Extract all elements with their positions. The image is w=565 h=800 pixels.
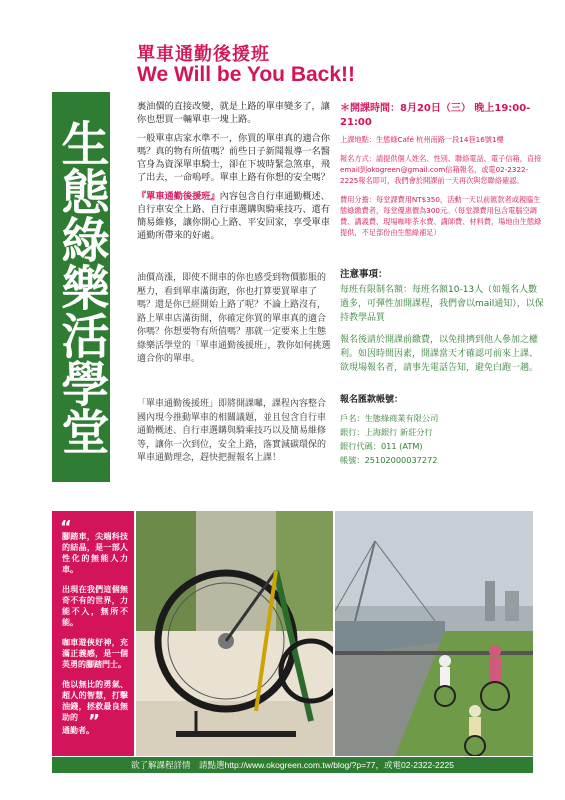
course-name-highlight: 『單車通勤後援班』 bbox=[137, 191, 220, 202]
pink-quote-text bbox=[62, 531, 128, 732]
pink-line-1: 腳踏車，尖端科技的結晶，是一部人性化的無能人力車。 bbox=[62, 532, 128, 574]
bank-name: 銀行：上海銀行 新莊分行 bbox=[340, 427, 433, 437]
intro-section bbox=[137, 100, 333, 248]
riverside-illustration bbox=[335, 511, 533, 756]
notes-title: 注意事項： bbox=[340, 269, 388, 280]
pink-line-2: 出現在我們這個無奇不有的世界，力能不入，無所不能。 bbox=[62, 585, 128, 627]
intro-paragraph-3-rest: 內容包含自行車通勤概述、自行車安全上路、自行車選購與騎乘技巧、還有簡易維修，讓你開心上路、平安回家，享受單車通勤所帶來的好處。 bbox=[137, 191, 330, 241]
intro-paragraph-2: 一般單車店家水準不一，你買的單車真的適合你嗎？真的物有所值嗎？前些日子新聞報導一名醫官身為資深單車騎士，卻在下坡時緊急煞車，飛了出去，一命嗚呼。單車上路有你想的安全嗎？ bbox=[137, 133, 330, 183]
intro-paragraph-1: 裏油價的直接改變，就是上路的單車變多了，讓你也想買一輛單車一塊上路。 bbox=[137, 101, 330, 125]
footer-text[interactable]: 欲了解課程詳情 請點選http://www.okogreen.com.tw/blog/?p=77，或電02-2322-2225 bbox=[131, 760, 454, 770]
bicycle-photo bbox=[136, 511, 333, 756]
middle-paragraph-1: 油價高漲，即使不開車的你也感受到物價膨脹的壓力，看到單車滿街跑，你也打算要買單車了嗎？還是你已經開始上路了呢？不論上路沒有，路上單車店滿街開，你確定你買的單車真的適合你嗎？你想要物有所值嗎？那就一定要來上生態綠樂活學堂的「單車通勤後援班」，教你如何挑選適合你的單車。 bbox=[137, 273, 331, 364]
title-chinese: 單車通勤後援班 bbox=[137, 44, 270, 65]
pink-quote-box bbox=[52, 511, 134, 756]
middle-paragraph-2-box bbox=[137, 398, 333, 466]
note-1: 每班有限制名額：每班名額10-13人（如報名人數過多，可彈性加開課程，我們會以mail通知），以保持教學品質 bbox=[340, 285, 544, 323]
riverside-photo bbox=[335, 511, 533, 756]
quote-close-mark: ” bbox=[88, 711, 100, 732]
bank-account-number: 帳號：25102000037272 bbox=[340, 455, 438, 465]
note-2: 報名後請於開課前繳費，以免排擠到他人參加之權利。如因時間因素，開課當天才確認可前來上課、欲現場報名者，請事先電話告知，避免白跑一趟。 bbox=[340, 335, 539, 373]
course-fee: 費用分擔：每堂課費用NT$350，活動一天以前匯款者或親臨生態綠繳費者，每堂優惠價為300元。（每堂課費用包含電腦空調費、講義費、現場咖啡茶水費、講師費、材料費，場地由生態綠提供，不足部份由生態綠補足） bbox=[340, 195, 542, 237]
notes-section bbox=[340, 283, 545, 383]
footer-bar bbox=[52, 757, 533, 773]
pink-line-4: 他以無比的勇氣、超人的智慧，打擊油錢，拯救最良無助的 bbox=[62, 680, 128, 722]
course-venue: 上課地點：生態綠Café 杭州南路一段14巷16號1樓 bbox=[340, 135, 504, 144]
bank-account-name: 戶名：生態綠商業有限公司 bbox=[340, 413, 439, 423]
bicycle-illustration bbox=[136, 511, 333, 756]
course-info bbox=[340, 102, 545, 238]
vertical-banner: 生態綠樂活學堂 bbox=[52, 92, 110, 482]
bank-title: 報名匯款帳號： bbox=[340, 395, 404, 405]
intro-paragraph-3 bbox=[137, 190, 333, 242]
middle-paragraph-1-box bbox=[137, 272, 333, 367]
bank-code: 銀行代碼：011 (ATM) bbox=[340, 441, 423, 451]
bank-section bbox=[340, 392, 545, 467]
pink-end: 通勤者。 bbox=[62, 726, 94, 735]
pink-line-3: 咖車遊俠好神，充滿正義感，是一個英勇的腳踏門士。 bbox=[62, 638, 128, 669]
quote-open-mark: “ bbox=[60, 517, 72, 538]
title-english: We Will be You Back!! bbox=[137, 63, 356, 86]
middle-paragraph-2: 「單車通勤後援班」即將開課囉，課程內容整合國內現今推動單車的相關議題，並且包含自行車通勤概述、自行車選購與騎乘技巧以及簡易維修等，讓你一次到位，安全上路，落實減碳環保的單車通勤理念，趕快把握報名上課！ bbox=[137, 399, 327, 463]
signup-method: 報名方式：請提供個人姓名、性別、聯絡電話、電子信箱，直接email到okogreen@gmail.com信箱報名，或電02-2322-2225報名即可，我們會於開課前一天再次與您聯絡確認。 bbox=[340, 154, 542, 185]
course-date: ＊開課時間：8月20日（三） 晚上19:00-21:00 bbox=[340, 103, 531, 128]
